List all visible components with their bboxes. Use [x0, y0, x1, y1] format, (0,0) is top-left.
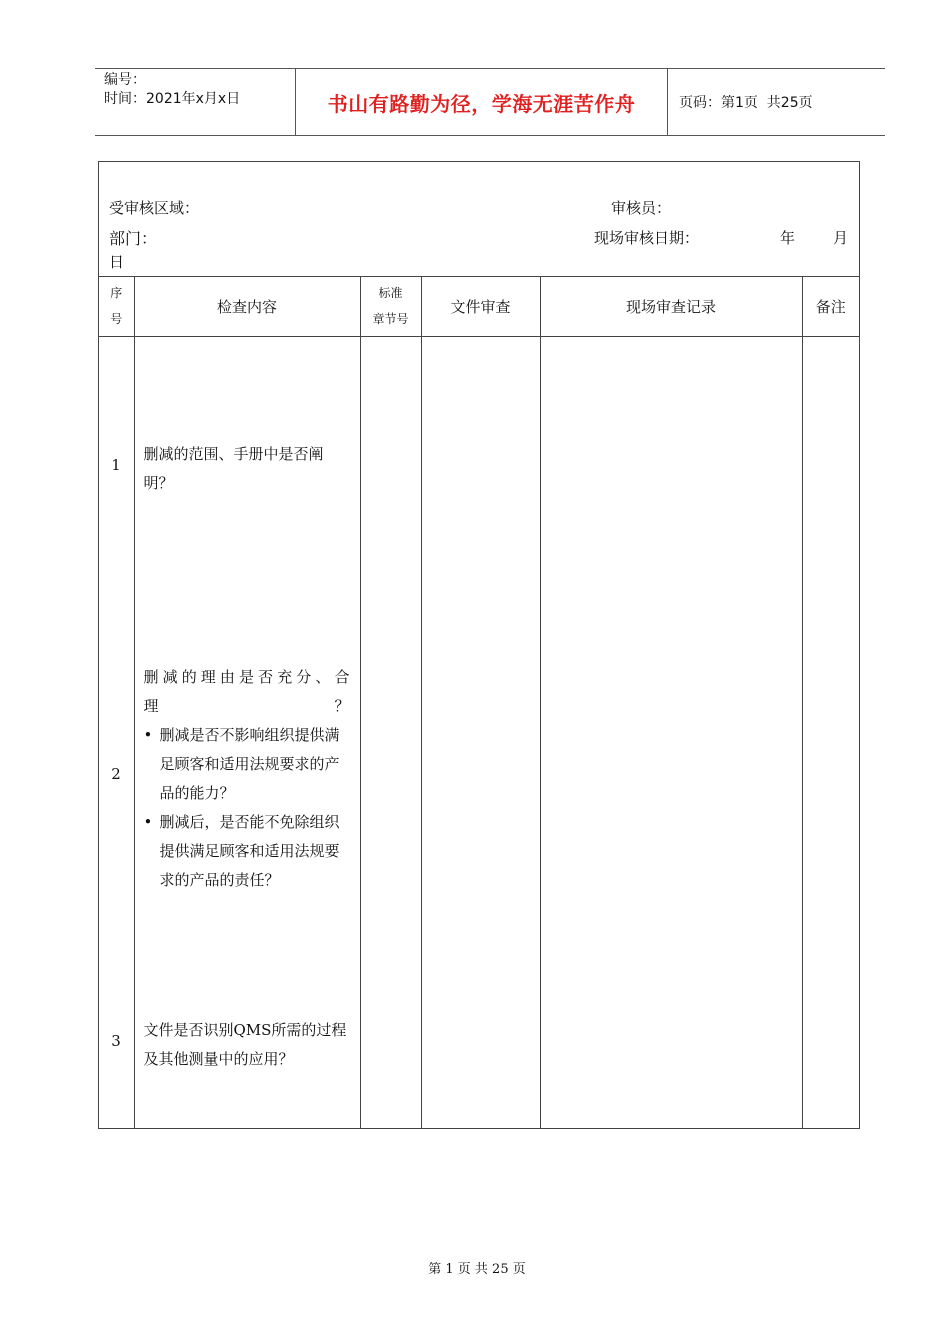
checklist-table	[99, 277, 859, 1128]
bullet-text: 删减后，是否能不免除组织提供满足顾客和适用法规要求的产品的责任？	[159, 812, 340, 889]
bullet-text: 删减是否不影响组织提供满足顾客和适用法规要求的产品的能力？	[159, 725, 340, 802]
header-seq	[99, 277, 134, 336]
header-standard-line2: 章节号	[372, 312, 409, 327]
check-item-text: 删减的理由是否充分、合理？	[143, 667, 352, 715]
table-row	[99, 336, 859, 1128]
row-number: 3	[111, 1031, 121, 1050]
department-label: 部门：	[109, 229, 158, 248]
check-content-cell	[134, 336, 360, 1128]
header-remarks: 备注	[802, 277, 859, 336]
time-label: 时间：2021年x月x日	[104, 91, 241, 107]
audit-area-label: 受审核区域：	[109, 199, 200, 217]
date-day-label: 日	[109, 253, 125, 271]
document-review-cell	[421, 336, 540, 1128]
bullet-dot: •	[143, 812, 153, 831]
auditor-label: 审核员：	[611, 199, 672, 217]
onsite-record-cell	[540, 336, 802, 1128]
header-standard-line1: 标准	[378, 286, 403, 301]
table-header-row	[99, 277, 859, 336]
serial-number-label: 编号：	[104, 72, 146, 88]
motto-title: 书山有路勤为径，学海无涯苦作舟	[296, 69, 668, 135]
footer-page-number: 第 1 页 共 25 页	[428, 1262, 526, 1277]
date-year-label: 年	[780, 229, 796, 247]
header-document-review: 文件审查	[421, 277, 540, 336]
header-onsite-record: 现场审查记录	[540, 277, 802, 336]
standard-clause-cell	[360, 336, 421, 1128]
check-item-block	[144, 663, 352, 895]
remarks-cell	[802, 336, 859, 1128]
row-number: 1	[111, 455, 121, 474]
check-item-text: 删减的范围、手册中是否阐明？	[143, 444, 324, 492]
header-seq-line1: 序	[110, 286, 123, 301]
date-month-label: 月	[833, 229, 849, 247]
header-left-cell	[95, 69, 296, 135]
header-page-info	[668, 69, 885, 135]
header-standard-clause	[360, 277, 421, 336]
form-meta-section	[99, 162, 859, 277]
check-item-text: 文件是否识别QMS所需的过程及其他测量中的应用？	[143, 1020, 347, 1068]
bullet-dot: •	[143, 725, 153, 744]
row-number: 2	[111, 764, 121, 783]
seq-cell	[99, 336, 134, 1128]
document-header	[95, 68, 885, 136]
page-footer	[0, 1258, 950, 1277]
header-check-content: 检查内容	[134, 277, 360, 336]
onsite-date-label: 现场审核日期：	[594, 229, 700, 247]
audit-checklist-form	[98, 161, 860, 1129]
header-seq-line2: 号	[110, 312, 123, 327]
list-item	[144, 721, 352, 808]
page-info-text: 页码：第1页 共25页	[679, 95, 813, 111]
list-item	[144, 808, 352, 895]
